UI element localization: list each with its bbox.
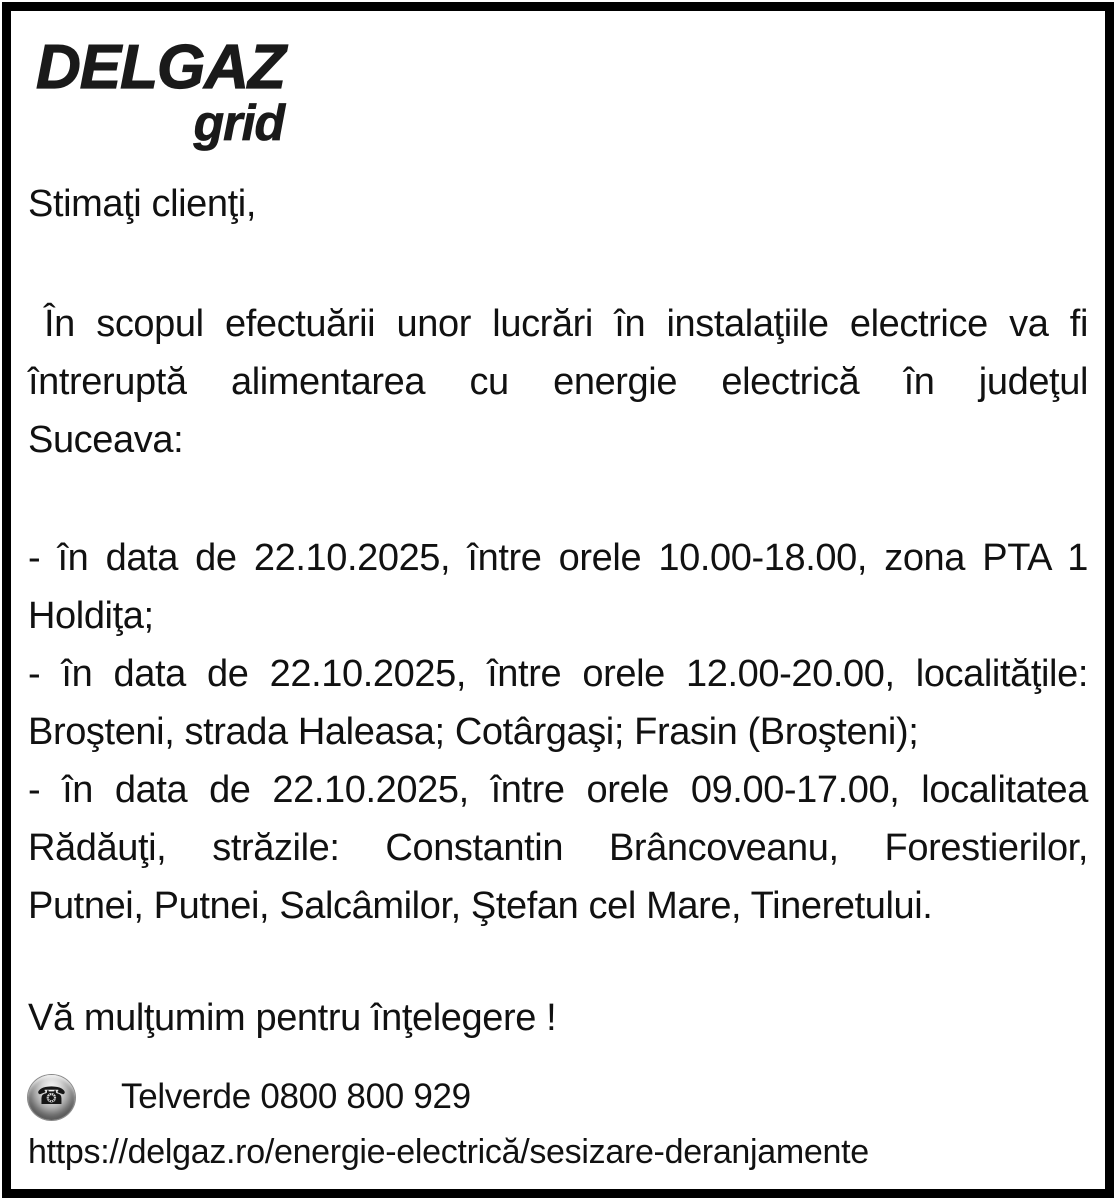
footer [28, 1073, 1088, 1175]
phone-row [28, 1073, 1088, 1121]
salutation-text: Stimaţi clienţi, [28, 183, 257, 225]
intro-line: În scopul efectuării unor lucrări în instalaţiile electrice va fi [44, 303, 1088, 345]
outage-line: - în data de 22.10.2025, între orele 09.00-17.00, localitatea [28, 769, 1088, 811]
outage-line: Broşteni, strada Haleasa; Cotârgaşi; Frasin (Broşteni); [28, 711, 919, 753]
intro-paragraph [28, 295, 1088, 469]
delgaz-logo [36, 33, 298, 151]
outage-line: Putnei, Putnei, Salcâmilor, Ştefan cel Mare, Tineretului. [28, 885, 933, 927]
logo-grid-text: grid [193, 95, 284, 151]
outage-item [28, 645, 1088, 761]
outage-line: Holdiţa; [28, 595, 154, 637]
notice-page-frame [2, 2, 1114, 1198]
outage-item [28, 761, 1088, 935]
telephone-icon: ☎ [28, 1075, 75, 1120]
intro-line: Suceava: [28, 419, 184, 461]
intro-line: întreruptă alimentarea cu energie electrică în judeţul [28, 361, 1088, 403]
outage-list [28, 529, 1088, 935]
outage-line: - în data de 22.10.2025, între orele 12.00-20.00, localităţile: [28, 653, 1088, 695]
outage-item [28, 529, 1088, 645]
outage-line: - în data de 22.10.2025, între orele 10.00-18.00, zona PTA 1 [28, 537, 1088, 579]
outage-line: Rădăuţi, străzile: Constantin Brâncoveanu, Forestierilor, [28, 827, 1088, 869]
website-url-text: https://delgaz.ro/energie-electrică/sesizare-deranjamente [28, 1133, 869, 1171]
phone-number-text: Telverde 0800 800 929 [121, 1077, 471, 1116]
logo-brand-text: DELGAZ [36, 33, 285, 102]
closing-text: Vă mulţumim pentru înţelegere ! [28, 997, 557, 1039]
